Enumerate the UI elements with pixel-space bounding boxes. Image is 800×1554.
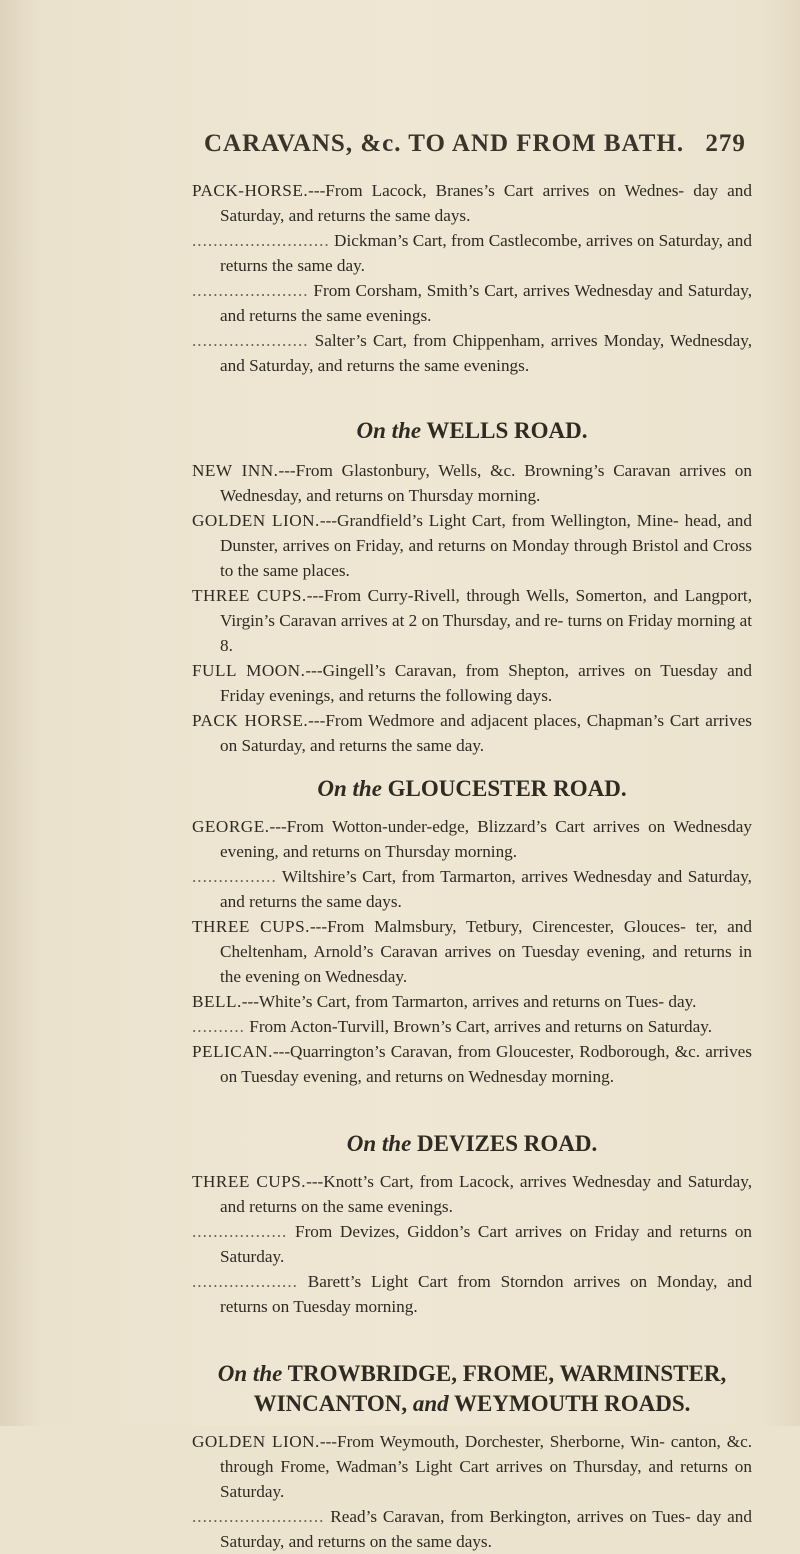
inn-name: FULL MOON. [192, 661, 306, 680]
section-devizes-road [192, 1169, 752, 1319]
entry-text: ---From Weymouth, Dorchester, Sherborne, Win- canton, &c. through Frome, Wadman’s Light Cart arrives on Thursday, and returns on Saturday. [220, 1432, 752, 1501]
inn-name: PELICAN. [192, 1042, 273, 1061]
list-item [192, 508, 752, 583]
inn-name: PACK HORSE. [192, 711, 309, 730]
inn-name: GOLDEN LION. [192, 511, 320, 530]
section-trowbridge-roads [192, 1429, 752, 1554]
entry-text: ---From Wedmore and adjacent places, Chapman’s Cart arrives on Saturday, and returns the same day. [220, 711, 752, 755]
list-item [192, 1014, 752, 1039]
entry-text: Salter’s Cart, from Chippenham, arrives Monday, Wednesday, and Saturday, and returns the same evenings. [220, 331, 753, 375]
section-title-wells-road [192, 418, 752, 444]
ditto-leader: ...................... [192, 331, 309, 350]
entry-text: Read’s Caravan, from Berkington, arrives on Tues- day and Saturday, and returns on the same days. [220, 1507, 752, 1551]
entry-text: ---From Malmsbury, Tetbury, Cirencester, Glouces- ter, and Cheltenham, Arnold’s Caravan arrives on Tuesday evening, and returns in the evening on Wednesday. [220, 917, 752, 986]
inn-name: GEORGE. [192, 817, 270, 836]
entry-text: ---From Lacock, Branes’s Cart arrives on Wednes- day and Saturday, and returns the same days. [220, 181, 752, 225]
list-item [192, 914, 752, 989]
ditto-leader: ...................... [192, 281, 309, 300]
entry-text: ---Gingell’s Caravan, from Shepton, arrives on Tuesday and Friday evenings, and returns the following days. [220, 661, 752, 705]
ditto-leader: .................. [192, 1222, 288, 1241]
page-body [192, 178, 752, 1554]
entry-text: From Acton-Turvill, Brown’s Cart, arrives and returns on Saturday. [249, 1017, 712, 1036]
inn-name: GOLDEN LION. [192, 1432, 320, 1451]
entry-text: ---Quarrington’s Caravan, from Gloucester, Rodborough, &c. arrives on Tuesday evening, and returns on Wednesday morning. [220, 1042, 752, 1086]
entry-text: Barett’s Light Cart from Storndon arrives on Monday, and returns on Tuesday morning. [220, 1272, 752, 1316]
ditto-leader: .................... [192, 1272, 298, 1291]
list-item [192, 1169, 752, 1219]
section-title-trowbridge-roads [192, 1359, 752, 1419]
entry-text: Dickman’s Cart, from Castlecombe, arrives on Saturday, and returns the same day. [220, 231, 752, 275]
inn-name: THREE CUPS. [192, 1172, 307, 1191]
list-item [192, 228, 752, 278]
section-bath-continuation [192, 178, 752, 378]
section-gloucester-road [192, 814, 752, 1089]
section-title-prefix: On the [317, 776, 382, 801]
inn-name: PACK-HORSE. [192, 181, 309, 200]
section-title-and: and [412, 1391, 449, 1416]
entry-text: From Devizes, Giddon’s Cart arrives on Friday and returns on Saturday. [220, 1222, 753, 1266]
running-header [204, 130, 746, 158]
section-title-main: TROWBRIDGE, FROME, WARMINSTER, [287, 1361, 727, 1386]
list-item [192, 458, 752, 508]
section-title-prefix: On the [356, 418, 422, 443]
page-number: 279 [705, 130, 746, 157]
list-item [192, 178, 752, 228]
list-item [192, 278, 752, 328]
inn-name: BELL. [192, 992, 242, 1011]
ditto-leader: ......................... [192, 1507, 325, 1526]
entry-text: ---From Glastonbury, Wells, &c. Browning’s Caravan arrives on Wednesday, and returns on Thursday morning. [220, 461, 752, 505]
list-item [192, 658, 752, 708]
section-title-gloucester-road [192, 776, 752, 802]
section-title-main: GLOUCESTER ROAD. [387, 776, 627, 801]
entry-text: ---Grandfield’s Light Cart, from Wellington, Mine- head, and Dunster, arrives on Friday, and returns on Monday through Bristol and Cross to the same places. [220, 511, 752, 580]
entry-text: ---From Wotton-under-edge, Blizzard’s Cart arrives on Wednesday evening, and returns on Thursday morning. [220, 817, 752, 861]
list-item [192, 814, 752, 864]
section-title-prefix: On the [346, 1131, 412, 1156]
list-item [192, 864, 752, 914]
ditto-leader: .......................... [192, 231, 330, 250]
section-wells-road [192, 458, 752, 758]
list-item [192, 1504, 752, 1554]
inn-name: THREE CUPS. [192, 917, 310, 936]
entry-text: ---Knott’s Cart, from Lacock, arrives Wednesday and Saturday, and returns on the same evenings. [220, 1172, 752, 1216]
ditto-leader: ................ [192, 867, 277, 886]
section-title-line2-a: WINCANTON, [253, 1391, 408, 1416]
entry-text: ---White’s Cart, from Tarmarton, arrives and returns on Tues- day. [241, 992, 697, 1011]
list-item [192, 1429, 752, 1504]
section-title-prefix: On the [217, 1361, 283, 1386]
ditto-leader: .......... [192, 1017, 245, 1036]
section-title-main: DEVIZES ROAD. [417, 1131, 598, 1156]
list-item [192, 1219, 752, 1269]
header-title: CARAVANS, &c. TO AND FROM BATH. [204, 130, 685, 157]
list-item [192, 583, 752, 658]
section-title-line2-b: WEYMOUTH ROADS. [454, 1391, 691, 1416]
inn-name: NEW INN. [192, 461, 279, 480]
entry-text: ---From Curry-Rivell, through Wells, Somerton, and Langport, Virgin’s Caravan arrives at 2 on Thursday, and re- turns on Friday morning at 8. [220, 586, 752, 655]
section-title-main: WELLS ROAD. [426, 418, 588, 443]
section-title-devizes-road [192, 1131, 752, 1157]
list-item [192, 1039, 752, 1089]
inn-name: THREE CUPS. [192, 586, 307, 605]
entry-text: From Corsham, Smith’s Cart, arrives Wednesday and Saturday, and returns the same evenings. [220, 281, 752, 325]
list-item [192, 989, 752, 1014]
list-item [192, 328, 752, 378]
entry-text: Wiltshire’s Cart, from Tarmarton, arrives Wednesday and Saturday, and returns the same days. [220, 867, 752, 911]
list-item [192, 708, 752, 758]
list-item [192, 1269, 752, 1319]
